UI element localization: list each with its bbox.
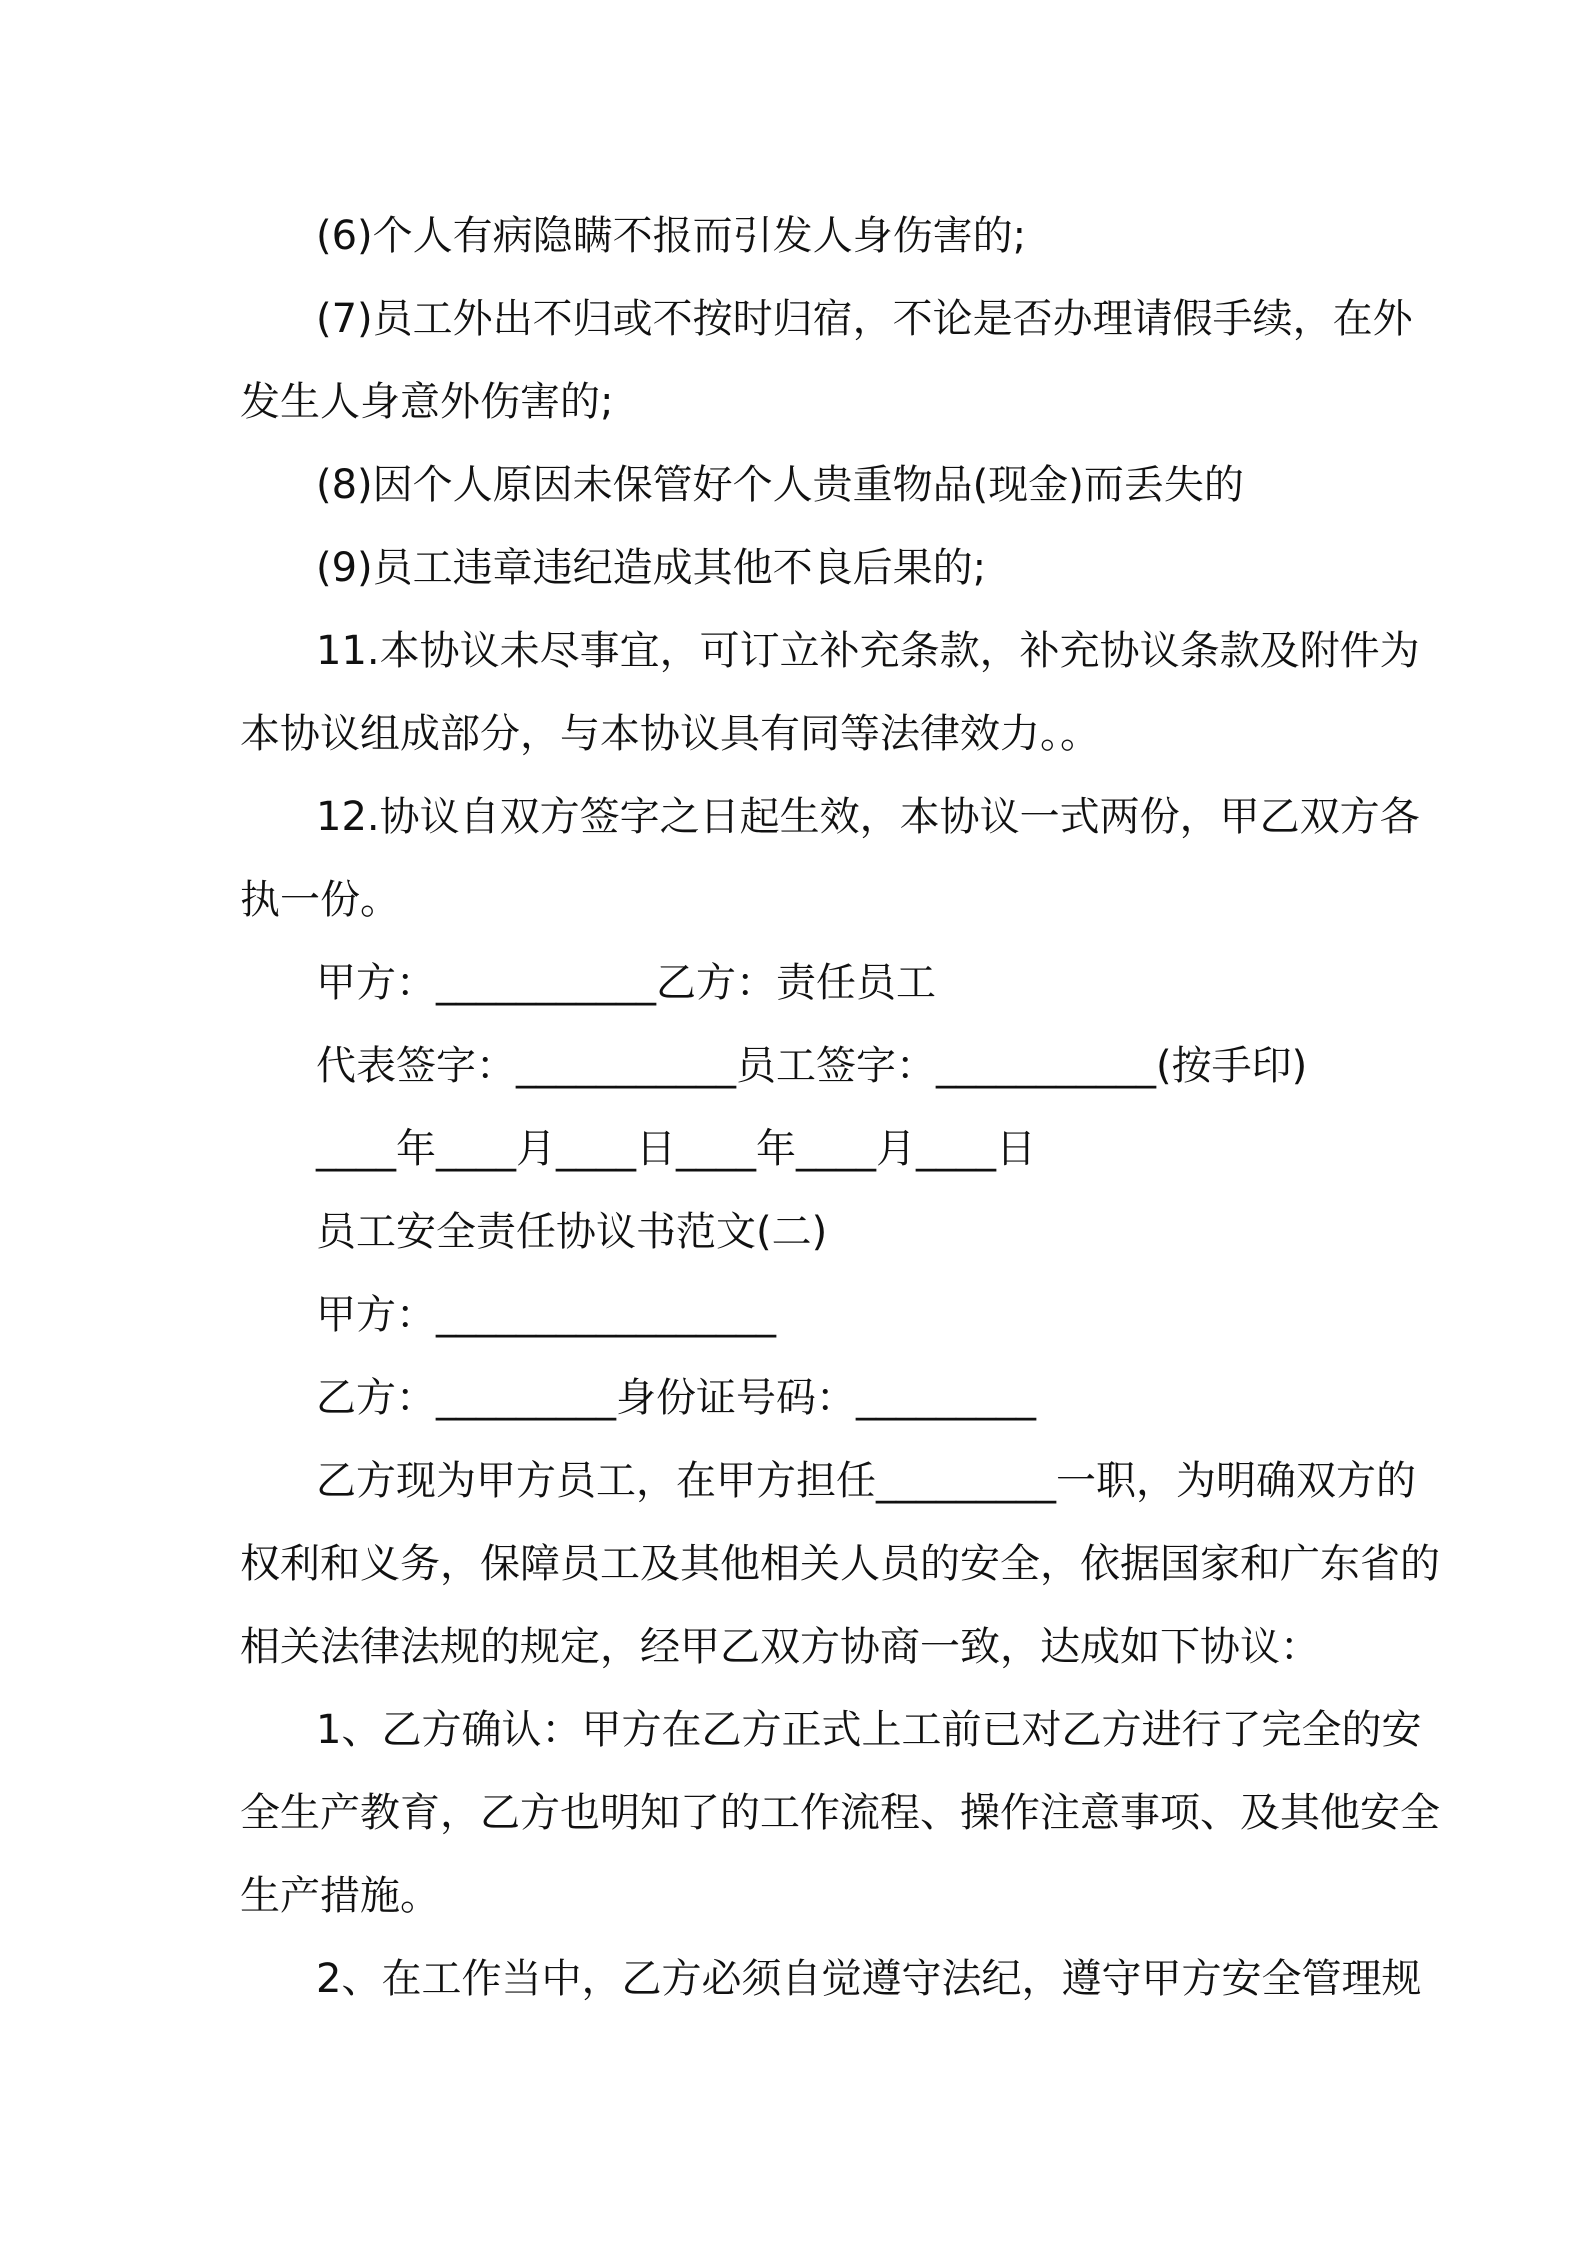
item-1-line-1: 1、乙方确认：甲方在乙方正式上工前已对乙方进行了完全的安 bbox=[316, 1707, 1422, 1753]
preamble-line-3: 相关法律法规的规定，经甲乙双方协商一致，达成如下协议： bbox=[240, 1624, 1320, 1670]
preamble-line-2: 权利和义务，保障员工及其他相关人员的安全，依据国家和广东省的 bbox=[240, 1541, 1440, 1587]
section-title: 员工安全责任协议书范文(二) bbox=[316, 1209, 828, 1255]
item-1-line-3: 生产措施。 bbox=[240, 1873, 440, 1919]
date-line: ____年____月____日____年____月____日 bbox=[316, 1126, 1036, 1172]
clause-9-line: (9)员工违章违纪造成其他不良后果的; bbox=[316, 545, 987, 591]
item-1-line-2: 全生产教育，乙方也明知了的工作流程、操作注意事项、及其他安全 bbox=[240, 1790, 1440, 1836]
clause-8-line: (8)因个人原因未保管好个人贵重物品(现金)而丢失的 bbox=[316, 462, 1244, 508]
clause-7-line-1: (7)员工外出不归或不按时归宿，不论是否办理请假手续，在外 bbox=[316, 296, 1413, 342]
clause-6-line: (6)个人有病隐瞒不报而引发人身伤害的; bbox=[316, 213, 1027, 259]
article-11-line-1: 11.本协议未尽事宜，可订立补充条款，补充协议条款及附件为 bbox=[316, 628, 1420, 674]
document-body bbox=[240, 195, 1440, 2021]
party-b-line: 乙方：_________身份证号码：_________ bbox=[316, 1375, 1036, 1421]
representative-signature-line: 代表签字：___________员工签字：___________(按手印) bbox=[316, 1043, 1308, 1089]
party-signature-line: 甲方：___________乙方：责任员工 bbox=[316, 960, 936, 1006]
article-12-line-2: 执一份。 bbox=[240, 877, 400, 923]
article-12-line-1: 12.协议自双方签字之日起生效，本协议一式两份，甲乙双方各 bbox=[316, 794, 1420, 840]
item-2-line-1: 2、在工作当中，乙方必须自觉遵守法纪，遵守甲方安全管理规 bbox=[316, 1956, 1422, 2002]
party-a-line: 甲方：_________________ bbox=[316, 1292, 776, 1338]
preamble-line-1: 乙方现为甲方员工，在甲方担任_________一职，为明确双方的 bbox=[316, 1458, 1416, 1504]
clause-7-line-2: 发生人身意外伤害的; bbox=[240, 379, 614, 425]
article-11-line-2: 本协议组成部分，与本协议具有同等法律效力。。 bbox=[240, 711, 1100, 757]
